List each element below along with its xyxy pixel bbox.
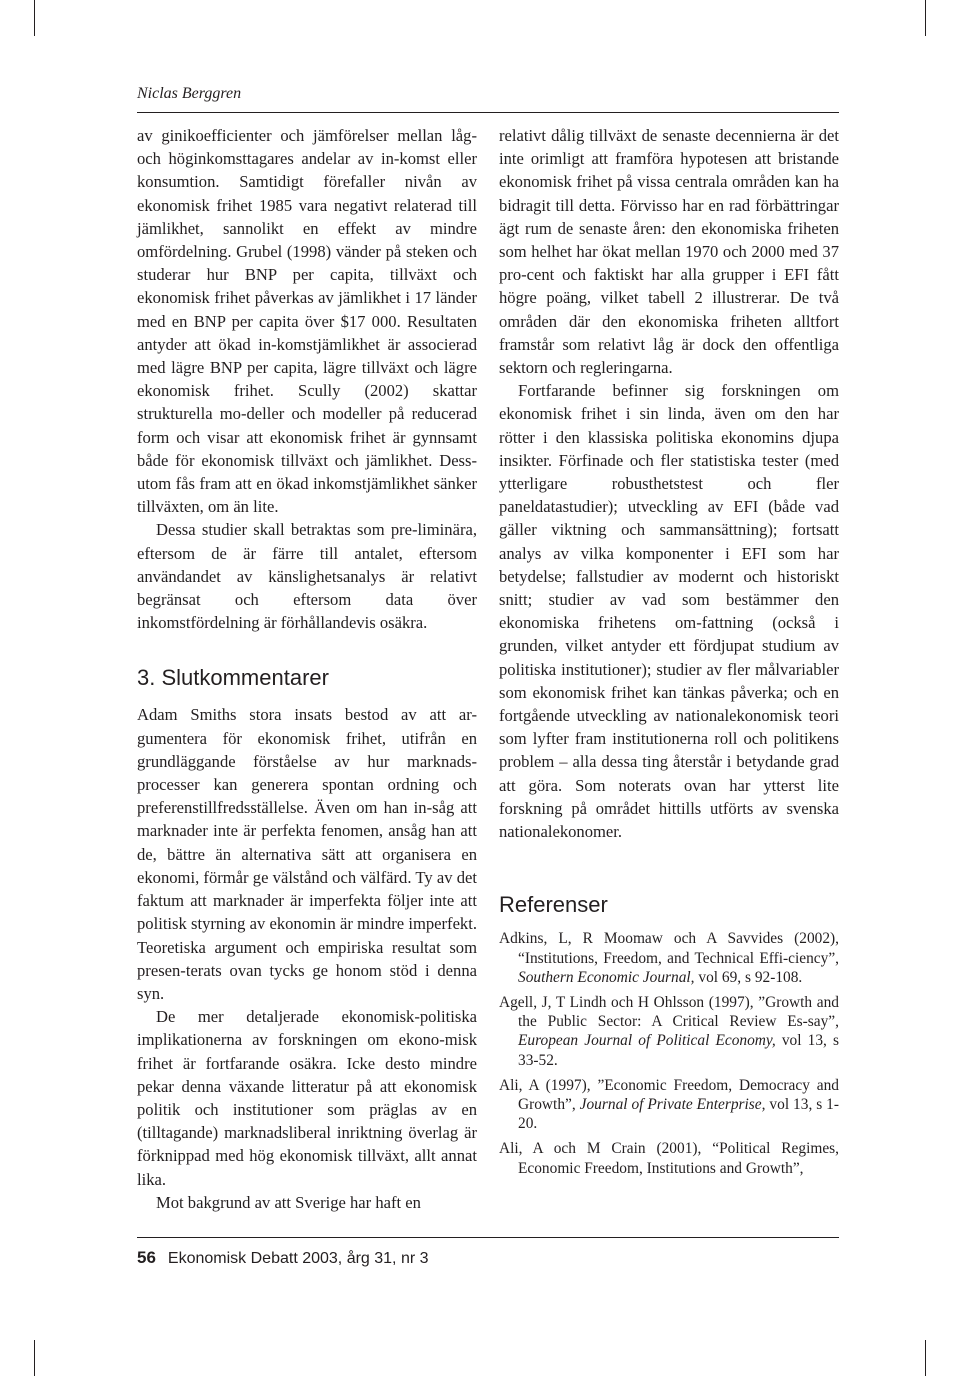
body-paragraph: av ginikoefficienter och jämförelser mellan låg- och höginkomsttagares andelar av in-komst eller konsumtion. Samtidigt förefaller nivån av ekonomisk frihet 1985 vara negativt relaterad till jämlikhet, sannolikt en effekt av mindre omfördelning. Grubel (1998) vänder på steken och studerar hur BNP per capita, tillväxt och ekonomisk frihet påverkas av jämlikhet i 17 länder med en BNP per capita över $17 000. Resultaten antyder att ökad in-komstjämlikhet är associerad med lägre BNP per capita, lägre tillväxt och lägre ekonomisk frihet. Scully (2002) skattar strukturella mo-deller och modeller på reducerad form och visar att ekonomisk frihet är gynnsamt både för ekonomisk tillväxt och jämlikhet. Dess-utom fås fram att en ökad inkomstjämlikhet sänker tillväxten, om än lite. [137, 126, 477, 517]
reference-text: Adkins, L, R Moomaw och A Savvides (2002), “Institutions, Freedom, and Technical Effi-ciency”, [499, 930, 839, 967]
journal-issue: Ekonomisk Debatt 2003, årg 31, nr 3 [167, 1250, 429, 1267]
body-paragraph: Dessa studier skall betraktas som pre-liminära, eftersom de är färre till antalet, eftersom användandet av känslighetsanalys är relativt begränsat och eftersom data över inkomstfördelning är förhållandevis osäkra. [137, 520, 477, 633]
reference-journal: European Journal of Political Economy, [518, 1032, 776, 1050]
reference-entry [499, 1076, 839, 1134]
reference-text: Agell, J, T Lindh och H Ohlsson (1997), ”Growth and the Public Sector: A Critical Review Es-say”, [499, 993, 839, 1031]
reference-entry [499, 929, 839, 987]
footer-rule [137, 1237, 839, 1238]
left-column [137, 124, 477, 1214]
body-paragraph: Fortfarande befinner sig forskningen om ekonomisk frihet i sin linda, även om den har rötter i den klassiska politiska ekonomins djupa insikter. Förfinade och fler statistiska tester (med ytterligare robusthetstest och fler paneldatastudier); utveckling av EFI (både vad gäller viktning och sammansättning); fortsatt analys av vilka komponenter i EFI som har betydelse; fallstudier av modernt och historiskt snitt; studier av vad som bestämmer den ekonomiska frihetens om-fattning (också i grunden, vilket antyder ett fördjupat studium av politiska institutioner); studier av fler målvariabler som ekonomisk frihet kan tänkas påverka; och en fortgående utveckling av nationalekonomisk teori som lyfter fram institutionerna roll och politikens problem – alla dessa ting återstår i betydande grad att göra. Som noterats ovan har ytterst lite forskning på området hittills utförts av svenska nationalekonomer. [499, 381, 839, 842]
references-list [499, 929, 839, 1177]
page-number: 56 [137, 1248, 156, 1267]
reference-text: vol 13, s 33-52. [518, 1032, 839, 1069]
reference-text: vol 13, s 1-20. [518, 1095, 839, 1133]
page-footer [137, 1248, 429, 1269]
references-heading: Referenser [499, 892, 608, 918]
header-rule [137, 112, 839, 113]
crop-mark-top-left [34, 0, 35, 36]
reference-text: vol 69, s 92-108. [694, 968, 803, 986]
body-paragraph: Adam Smiths stora insats bestod av att ar-gumentera för ekonomisk frihet, utifrån en grundläggande förståelse av hur marknads-processer kan generera spontan ordning och preferenstillfredsställelse. Även om han in-såg att marknader inte är perfekta fenomen, ansåg han att de, bättre än alternativa sätt att organisera en ekonomi, förmår ge välstånd och välfärd. Ty av det faktum att marknader är imperfekta följer inte att politisk styrning av ekonomin är mindre imperfekt. Teoretiska argument och empiriska resultat som presen-terats ovan tycks ge honom stöd i denna syn. [137, 705, 477, 1003]
body-paragraph: relativt dålig tillväxt de senaste decennierna är det inte orimligt att framföra hypotesen att bristande ekonomisk frihet på vissa centrala områden kan ha bidragit till detta. Förvisso har en rad förbättringar ägt rum de senaste åren: den ekonomiska friheten som helhet har ökat mellan 1970 och 2000 med 37 pro-cent och faktiskt har alla grupper i EFI fått högre poäng, vilket tabell 2 illustrerar. De två områden där den ekonomiska friheten alltfort framstår som relativt låg är dock den offentliga sektorn och regleringarna. [499, 126, 839, 378]
reference-text: Ali, A (1997), ”Economic Freedom, Democracy and Growth”, [499, 1076, 839, 1113]
right-column [499, 124, 839, 1184]
crop-mark-bottom-right [925, 1340, 926, 1376]
reference-text: Ali, A och M Crain (2001), “Political Regimes, Economic Freedom, Institutions and Growth”, [499, 1140, 839, 1177]
body-paragraph: De mer detaljerade ekonomisk-politiska implikationerna av forskningen om ekono-misk frihet är fortfarande osäkra. Icke desto mindre pekar denna växande litteratur på att ekonomisk politik och institutioner som präglas av en (tilltagande) marknadsliberal inriktning överlag är förknippad med hög ekonomisk tillväxt, allt annat lika. [137, 1007, 477, 1189]
section-heading: 3. Slutkommentarer [137, 665, 329, 691]
reference-entry [499, 993, 839, 1070]
reference-journal: Journal of Private Enterprise, [579, 1095, 766, 1113]
running-head: Niclas Berggren [137, 85, 242, 102]
crop-mark-top-right [925, 0, 926, 36]
reference-entry [499, 1139, 839, 1177]
crop-mark-bottom-left [34, 1340, 35, 1376]
reference-journal: Southern Economic Journal, [518, 968, 695, 986]
body-paragraph: Mot bakgrund av att Sverige har haft en [156, 1192, 421, 1212]
